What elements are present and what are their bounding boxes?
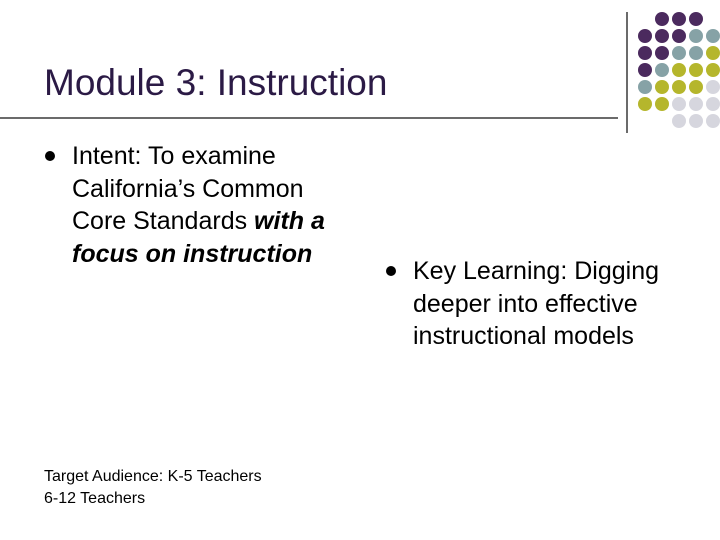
decor-dot	[672, 12, 686, 26]
decor-dot	[655, 80, 669, 94]
decor-dot	[706, 80, 720, 94]
vertical-divider	[626, 12, 628, 133]
bullet-dot-icon	[386, 266, 396, 276]
decor-dot	[638, 46, 652, 60]
decor-dot	[689, 29, 703, 43]
decor-dot	[672, 63, 686, 77]
decor-dot	[672, 114, 686, 128]
decor-dot	[672, 46, 686, 60]
left-bullet-text: Intent: To examine California’s Common Core Standards	[72, 142, 304, 235]
decor-dot	[706, 12, 720, 26]
bullet-dot-icon	[45, 151, 55, 161]
title-underline	[0, 117, 618, 119]
decor-dot	[638, 114, 652, 128]
audience-line-2: 6-12 Teachers	[44, 490, 146, 507]
left-bullet	[72, 140, 342, 270]
decor-dot	[689, 46, 703, 60]
decor-dot	[638, 29, 652, 43]
decor-dot	[706, 29, 720, 43]
decor-dot	[706, 46, 720, 60]
left-bullet-emphasis: with a focus on instruction	[72, 207, 325, 268]
decor-dot	[672, 97, 686, 111]
decor-dot	[655, 63, 669, 77]
decor-dot	[689, 97, 703, 111]
decor-dot	[706, 63, 720, 77]
target-audience	[44, 466, 262, 510]
decor-dot	[638, 63, 652, 77]
decor-dot	[689, 80, 703, 94]
decor-dot	[706, 97, 720, 111]
decor-dot	[689, 63, 703, 77]
decor-dot	[655, 29, 669, 43]
decor-dot	[706, 114, 720, 128]
decor-dot	[655, 46, 669, 60]
right-bullet-text: Key Learning: Digging deeper into effective instructional models	[413, 257, 659, 350]
decor-dot	[672, 29, 686, 43]
decor-dot	[655, 114, 669, 128]
right-bullet	[413, 255, 713, 353]
corner-dot-decoration	[638, 12, 720, 129]
decor-dot	[672, 80, 686, 94]
decor-dot	[638, 80, 652, 94]
decor-dot	[689, 12, 703, 26]
decor-dot	[655, 97, 669, 111]
decor-dot	[689, 114, 703, 128]
decor-dot	[638, 12, 652, 26]
audience-line-1: Target Audience: K-5 Teachers	[44, 468, 262, 485]
slide-title: Module 3: Instruction	[44, 62, 388, 103]
decor-dot	[638, 97, 652, 111]
decor-dot	[655, 12, 669, 26]
